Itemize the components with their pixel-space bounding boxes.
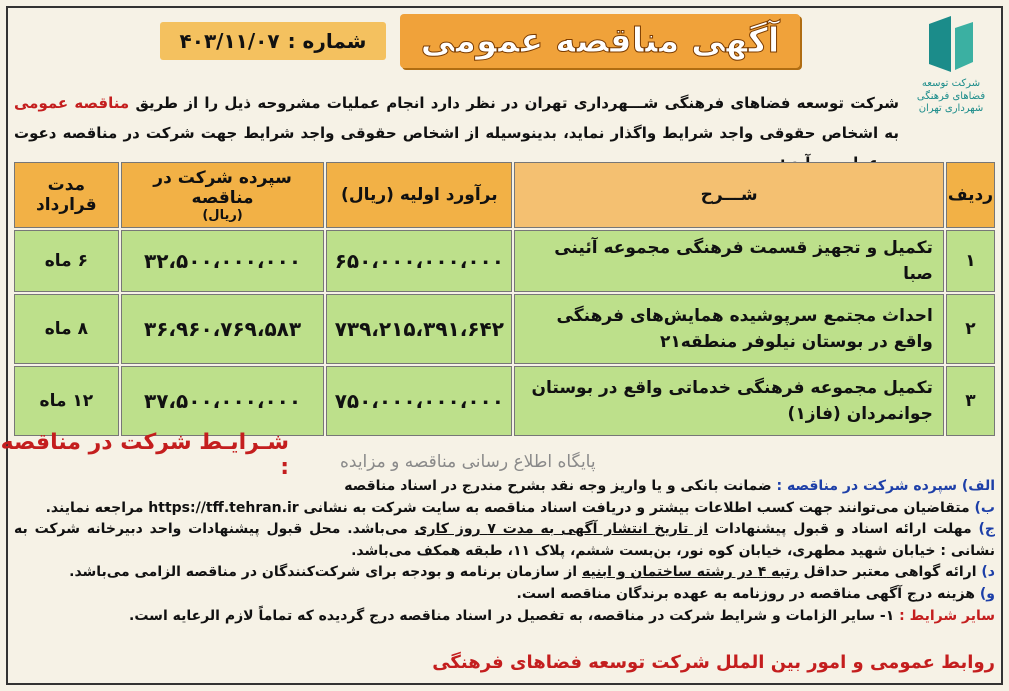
condition-b [14,498,995,520]
footer-signature: روابط عمومی و امور بین الملل شرکت توسعه فضاهای فرهنگی [432,652,995,673]
condition-c-underline: از تاریخ انتشار آگهی به مدت ۷ روز کاری [414,521,709,538]
row-duration: ۸ ماه [14,294,119,364]
condition-e-label: و) [979,585,995,602]
intro-highlight: مناقصه عمومی [14,94,130,112]
header-estimate [326,162,512,228]
condition-e [14,584,995,606]
row-estimate: ۷۵۰،۰۰۰،۰۰۰،۰۰۰ [326,366,512,436]
condition-c-text-1: مهلت ارائه اسناد و قبول پیشنهادات [708,521,979,538]
title-banner [400,14,800,68]
condition-d-text-1: ارائه گواهی معتبر حداقل [798,564,982,581]
row-deposit: ۳۷،۵۰۰،۰۰۰،۰۰۰ [121,366,325,436]
condition-c-label: ج) [978,521,995,538]
notice-number-value: ۴۰۳/۱۱/۰۷ [179,29,280,53]
page-title: آگهی مناقصه عمومی [420,21,780,61]
header-estimate-label: برآورد اولیه [399,185,498,205]
condition-a [14,476,995,498]
condition-d-label: د) [981,564,995,581]
conditions-list [14,476,995,627]
row-deposit: ۳۲،۵۰۰،۰۰۰،۰۰۰ [121,230,325,292]
condition-e-text: هزینه درج آگهی مناقصه در روزنامه به عهده برندگان مناقصه است. [516,585,980,602]
condition-other-label: سایر شرایط : [899,607,995,624]
table-row [14,230,995,292]
condition-c [14,519,995,562]
tender-table [12,160,997,438]
condition-a-text: ضمانت بانکی و یا واریز وجه نقد بشرح مندرج در اسناد مناقصه [344,478,777,494]
watermark-text: پایگاه اطلاع رسانی مناقصه و مزایده [340,452,596,472]
condition-other-text: ۱- سایر الزامات و شرایط شرکت در مناقصه، به تفصیل در اسناد مناقصه درج گردیده که تماماً لازم الرعایه است. [129,607,900,624]
notice-number-box [160,22,386,60]
header-description: شـــرح [514,162,944,228]
row-duration: ۶ ماه [14,230,119,292]
condition-b-text: متقاضیان می‌توانند جهت کسب اطلاعات بیشتر و دریافت اسناد مناقصه به سایت شرکت به نشانی https://tff.tehran.ir مراجعه نمایند. [45,499,975,516]
logo-mark-icon [921,14,981,76]
conditions-title: شـرایـط شرکت در مناقصه : [0,430,289,480]
header-estimate-unit: (ریال) [341,185,394,205]
condition-d [14,562,995,584]
condition-d-text-2: از سازمان برنامه و بودجه برای شرکت‌کنندگان در مناقصه الزامی می‌باشد. [69,564,582,581]
row-number: ۲ [946,294,995,364]
condition-other [14,606,995,628]
logo-text: شرکت توسعه فضاهای فرهنگی شهرداری تهران [916,78,986,114]
row-deposit: ۳۶،۹۶۰،۷۶۹،۵۸۳ [121,294,325,364]
row-duration: ۱۲ ماه [14,366,119,436]
condition-a-label: الف) سپرده شرکت در مناقصه : [776,478,995,494]
header-deposit [121,162,325,228]
row-description: احداث مجتمع سرپوشیده همایش‌های فرهنگی واقع در بوستان نیلوفر منطقه۲۱ [514,294,944,364]
notice-number-label: شماره : [287,29,367,53]
table-row [14,294,995,364]
intro-text-a: در نظر دارد انجام عملیات مشروحه ذیل را از طریق [129,94,525,112]
company-logo [907,14,995,124]
table-row [14,366,995,436]
intro-text-b: به اشخاص حقوقی واجد شرایط واگذار نماید، بدینوسیله از اشخاص حقوقی واجد شرایط جهت شرکت در مناقصه دعوت [14,124,899,142]
row-description: تکمیل مجموعه فرهنگی خدماتی واقع در بوستان جوانمردان (فاز۱) [514,366,944,436]
header-duration: مدت قرارداد [14,162,119,228]
condition-b-label: ب) [974,499,995,516]
row-estimate: ۷۳۹،۲۱۵،۳۹۱،۶۴۲ [326,294,512,364]
row-description: تکمیل و تجهیز قسمت فرهنگی مجموعه آئینی صبا [514,230,944,292]
row-estimate: ۶۵۰،۰۰۰،۰۰۰،۰۰۰ [326,230,512,292]
condition-c-text-2: می‌باشد. محل قبول پیشنهادات واحد دبیرخانه شرکت به نشانی : خیابان شهید مطهری، خیابان کوه نور، بن‌بست ششم، پلاک ۱۱، طبقه همکف می‌باشد. [14,521,995,559]
intro-company: شرکت توسعه فضاهای فرهنگی شـــهرداری تهران [524,94,899,112]
header-deposit-unit: (ریال) [202,207,243,223]
header-deposit-label: سپرده شرکت در مناقصه [153,167,292,208]
table-header-row [14,162,995,228]
condition-d-bold: رتبه ۴ در رشته ساختمان و ابنیه [581,564,799,581]
row-number: ۱ [946,230,995,292]
header-row-number: ردیف [946,162,995,228]
row-number: ۳ [946,366,995,436]
